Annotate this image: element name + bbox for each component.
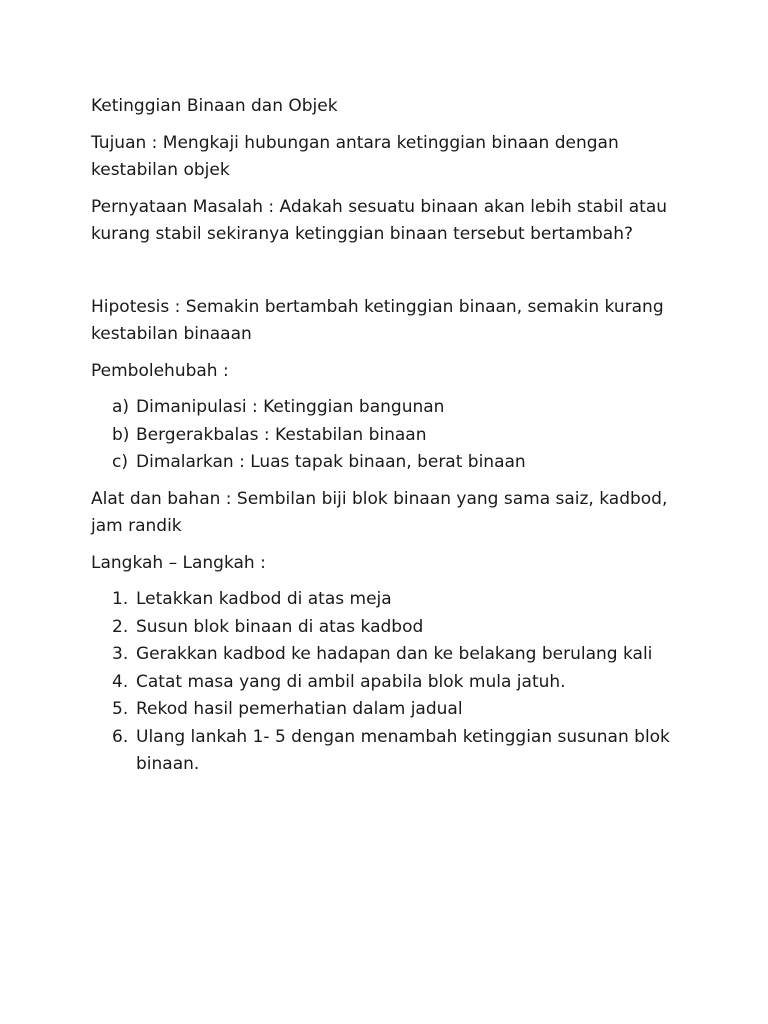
blank-line <box>91 258 681 294</box>
list-item <box>91 586 681 614</box>
list-marker: b) <box>112 424 130 445</box>
hypothesis-paragraph: Hipotesis : Semakin bertambah ketinggian binaan, semakin kurang kestabilan binaaan <box>91 296 664 344</box>
list-marker: 3. <box>112 644 129 664</box>
list-item-text: Bergerakbalas : Kestabilan binaan <box>136 424 427 445</box>
steps-label: Langkah – Langkah : <box>91 552 266 573</box>
list-item-text: Susun blok binaan di atas kadbod <box>136 616 424 637</box>
list-item-text: Dimanipulasi : Ketinggian bangunan <box>136 397 445 417</box>
list-item <box>91 614 681 642</box>
document-title: Ketinggian Binaan dan Objek <box>91 96 338 116</box>
list-item <box>91 696 681 724</box>
list-item-text: Rekod hasil pemerhatian dalam jadual <box>136 699 463 719</box>
list-marker: 4. <box>112 671 129 692</box>
list-marker: 1. <box>112 589 129 609</box>
list-item <box>91 641 681 669</box>
list-marker: a) <box>112 397 130 417</box>
list-marker: 6. <box>112 726 129 747</box>
materials-paragraph: Alat dan bahan : Sembilan biji blok binaan yang sama saiz, kadbod, jam randik <box>91 488 668 536</box>
list-item-text: Gerakkan kadbod ke hadapan dan ke belakang berulang kali <box>136 644 653 664</box>
list-item-text: Catat masa yang di ambil apabila blok mula jatuh. <box>136 671 566 692</box>
variables-label: Pembolehubah : <box>91 360 229 381</box>
list-item-text: Ulang lankah 1- 5 dengan menambah ketinggian susunan blok binaan. <box>136 726 670 774</box>
list-item-text: Dimalarkan : Luas tapak binaan, berat binaan <box>136 452 526 472</box>
list-marker: 5. <box>112 699 129 719</box>
list-item-text: Letakkan kadbod di atas meja <box>136 589 392 609</box>
list-item <box>91 669 681 697</box>
list-item <box>91 449 681 477</box>
objective-paragraph: Tujuan : Mengkaji hubungan antara ketinggian binaan dengan kestabilan objek <box>91 132 619 180</box>
list-item <box>91 724 681 779</box>
problem-statement-paragraph: Pernyataan Masalah : Adakah sesuatu binaan akan lebih stabil atau kurang stabil sekiranya ketinggian binaan tersebut bertambah? <box>91 196 668 244</box>
variables-list <box>91 394 681 477</box>
list-item <box>91 394 681 422</box>
list-item <box>91 422 681 450</box>
steps-list <box>91 586 681 779</box>
document-body <box>91 93 681 788</box>
list-marker: 2. <box>112 616 129 637</box>
list-marker: c) <box>112 452 128 472</box>
